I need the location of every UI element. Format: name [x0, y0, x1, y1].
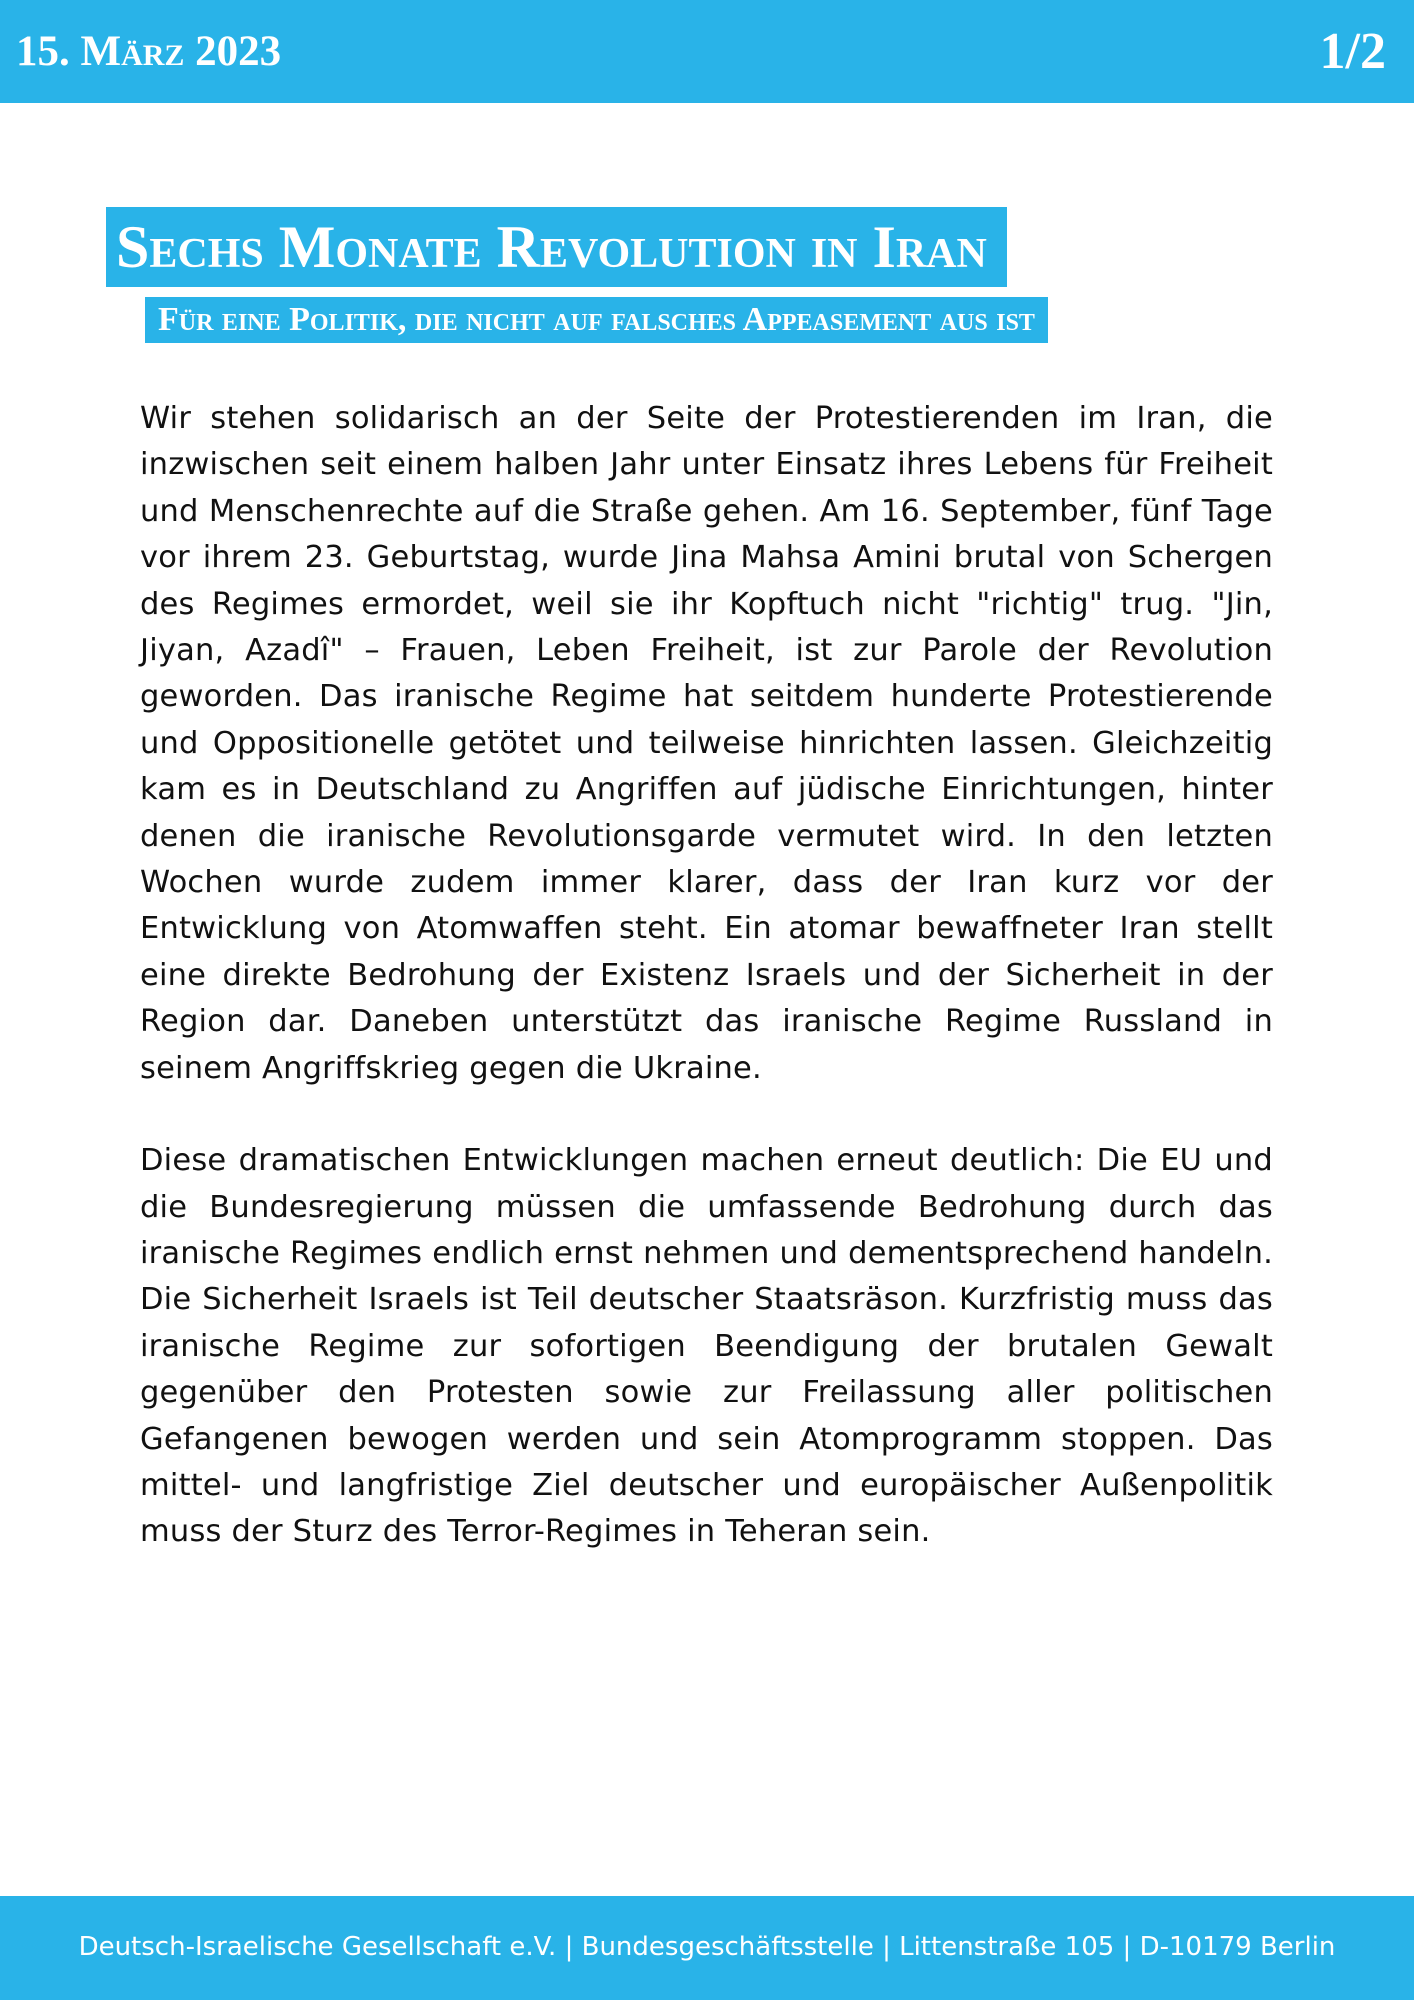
footer-bar — [0, 1896, 1414, 2000]
paragraph: Wir stehen solidarisch an der Seite der Protestierenden im Iran, die inzwischen seit einem halben Jahr unter Einsatz ihres Lebens für Freiheit und Menschenrechte auf die Straße gehen. Am 16. September, fünf Tage vor ihrem 23. Geburtstag, wurde Jina Mahsa Amini brutal von Schergen des Regimes ermordet, weil sie ihr Kopftuch nicht "richtig" trug. "Jin, Jiyan, Azadî" – Frauen, Leben Freiheit, ist zur Parole der Revolution geworden. Das iranische Regime hat seitdem hunderte Protestierende und Oppositionelle getötet und teilweise hinrichten lassen. Gleichzeitig kam es in Deutschland zu Angriffen auf jüdische Einrichtungen, hinter denen die iranische Revolutionsgarde vermutet wird. In den letzten Wochen wurde zudem immer klarer, dass der Iran kurz vor der Entwicklung von Atomwaffen steht. Ein atomar bewaffneter Iran stellt eine direkte Bedrohung der Existenz Israels und der Sicherheit in der Region dar. Daneben unterstützt das iranische Regime Russland in seinem Angriffskrieg gegen die Ukraine. — [140, 401, 1273, 1086]
header-date: 15. März 2023 — [16, 28, 282, 75]
document-subtitle: Für eine Politik, die nicht auf falsches Appeasement aus ist — [158, 301, 1035, 338]
page-number: 1/2 — [1319, 23, 1386, 80]
header-bar — [0, 0, 1414, 103]
footer-address: Deutsch-Israelische Gesellschaft e.V. | Bundesgeschäftsstelle | Littenstraße 105 | D-10179 Berlin — [78, 1932, 1336, 1962]
document-body — [140, 396, 1273, 1556]
title-banner — [106, 207, 1007, 287]
subtitle-banner — [145, 297, 1048, 343]
document-title: Sechs Monate Revolution in Iran — [116, 214, 987, 280]
paragraph: Diese dramatischen Entwicklungen machen erneut deutlich: Die EU und die Bundesregierung müssen die umfassende Bedrohung durch das iranische Regimes endlich ernst nehmen und dementsprechend handeln. Die Sicherheit Israels ist Teil deutscher Staatsräson. Kurzfristig muss das iranische Regime zur sofortigen Beendigung der brutalen Gewalt gegenüber den Protesten sowie zur Freilassung aller politischen Gefangenen bewogen werden und sein Atomprogramm stoppen. Das mittel- und langfristige Ziel deutscher und europäischer Außenpolitik muss der Sturz des Terror-Regimes in Teheran sein. — [140, 1143, 1273, 1550]
